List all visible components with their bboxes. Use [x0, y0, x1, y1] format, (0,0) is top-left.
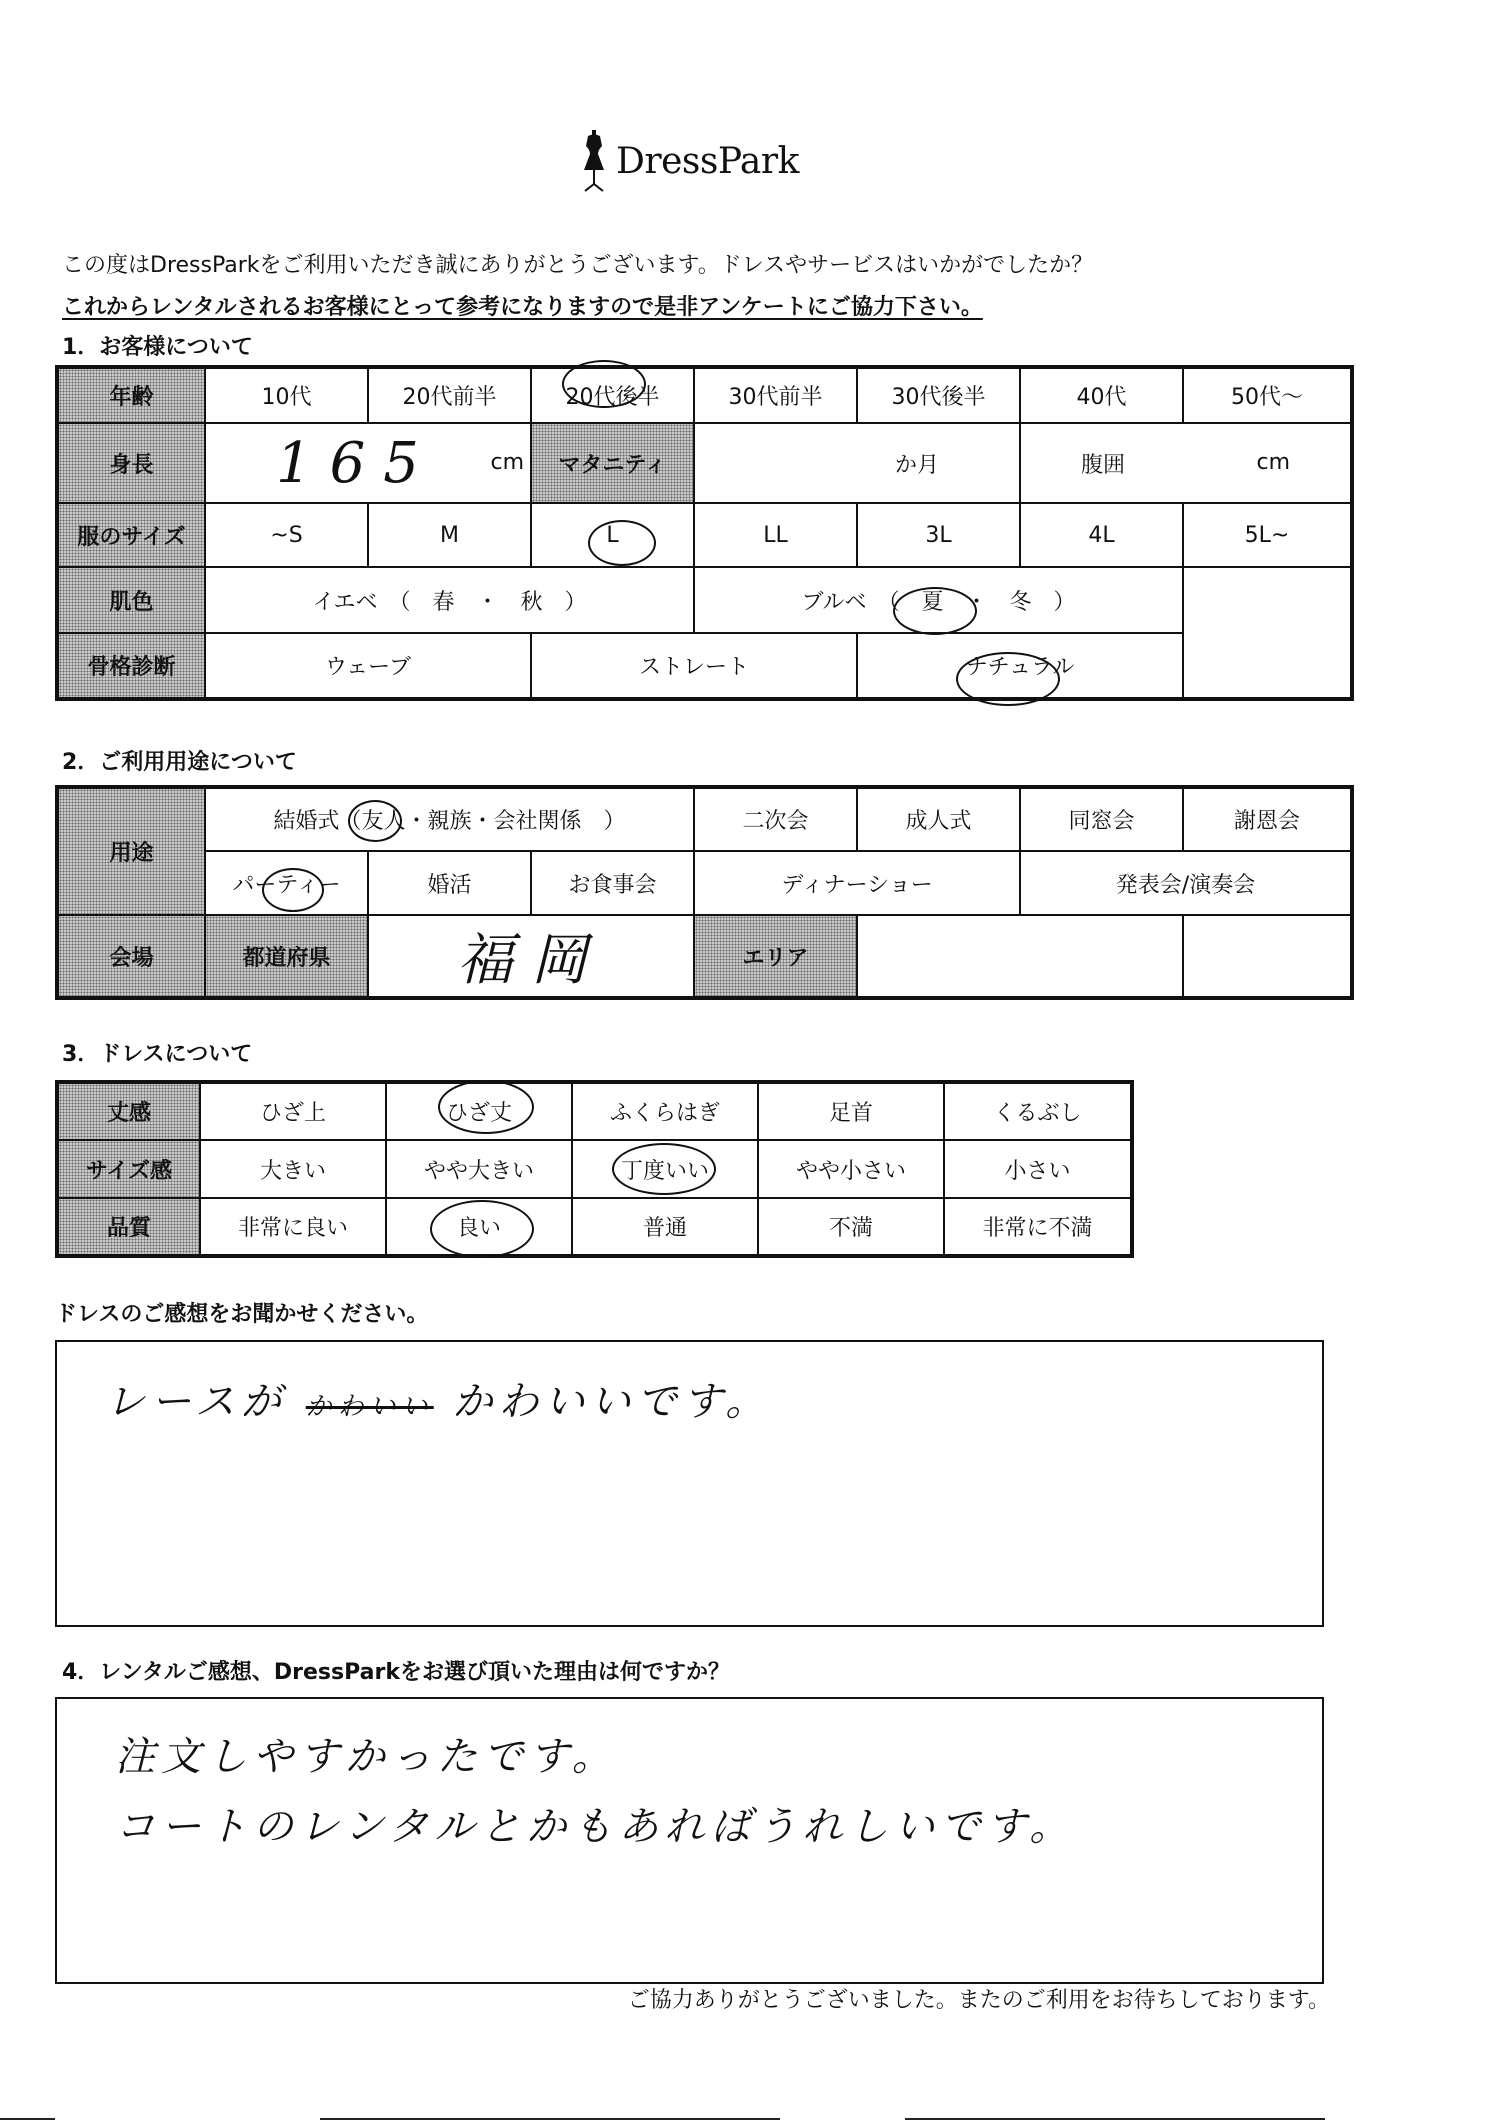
frame-label: 骨格診断 [57, 633, 205, 699]
size-option-s[interactable]: ~S [205, 503, 368, 567]
dress-form-icon [580, 130, 608, 192]
height-unit: cm [490, 450, 524, 475]
length-knee[interactable]: ひざ丈 [386, 1082, 572, 1140]
fit-just-right[interactable]: 丁度いい [572, 1140, 758, 1198]
section3-heading: 3．ドレスについて [62, 1042, 253, 1067]
dress-comment-rest: かわいいです。 [452, 1379, 772, 1425]
brand-wordmark: DressPark [616, 140, 799, 182]
purpose-reunion[interactable]: 同窓会 [1020, 787, 1183, 851]
quality-unsatisfied[interactable]: 不満 [758, 1198, 944, 1256]
fit-label: サイズ感 [57, 1140, 200, 1198]
fit-slightly-large[interactable]: やや大きい [386, 1140, 572, 1198]
purpose-party[interactable]: パーティー [205, 851, 368, 915]
purpose-recital[interactable]: 発表会/演奏会 [1020, 851, 1352, 915]
frame-row [57, 633, 1352, 699]
footer-mark-left [0, 2118, 55, 2120]
dress-table [55, 1080, 1134, 1258]
frame-option-straight[interactable]: ストレート [531, 633, 857, 699]
size-option-m[interactable]: M [368, 503, 531, 567]
age-option-10s[interactable]: 10代 [205, 367, 368, 423]
age-option-early-30s[interactable]: 30代前半 [694, 367, 857, 423]
section4-heading: 4．レンタルご感想、DressParkをお選び頂いた理由は何ですか？ [62, 1660, 730, 1685]
purpose-thank-you-party[interactable]: 謝恩会 [1183, 787, 1352, 851]
length-ankle[interactable]: 足首 [758, 1082, 944, 1140]
height-value: 165 [276, 430, 437, 496]
quality-very-unsatisfied[interactable]: 非常に不満 [944, 1198, 1132, 1256]
size-option-5l[interactable]: 5L~ [1183, 503, 1352, 567]
purpose-dinner-party[interactable]: お食事会 [531, 851, 694, 915]
area-field[interactable] [857, 915, 1183, 998]
height-field[interactable] [205, 423, 531, 503]
age-row [57, 367, 1352, 423]
skin-row [57, 567, 1352, 633]
age-label: 年齢 [57, 367, 205, 423]
purpose-after-party[interactable]: 二次会 [694, 787, 857, 851]
length-row [57, 1082, 1132, 1140]
fit-small[interactable]: 小さい [944, 1140, 1132, 1198]
frame-option-wave[interactable]: ウェーブ [205, 633, 531, 699]
purpose-dinner-show[interactable]: ディナーショー [694, 851, 1020, 915]
purpose-coming-of-age[interactable]: 成人式 [857, 787, 1020, 851]
section1-heading: 1．お客様について [62, 335, 253, 360]
size-option-ll[interactable]: LL [694, 503, 857, 567]
maternity-months-field[interactable] [694, 423, 1020, 503]
length-anklebone[interactable]: くるぶし [944, 1082, 1132, 1140]
quality-row [57, 1198, 1132, 1256]
area-label: エリア [694, 915, 857, 998]
purpose-konkatsu[interactable]: 婚活 [368, 851, 531, 915]
length-above-knee[interactable]: ひざ上 [200, 1082, 386, 1140]
prefecture-field[interactable] [368, 915, 694, 998]
skin-row-spacer [1183, 567, 1352, 633]
intro-line-2: これからレンタルされるお客様にとって参考になりますので是非アンケートにご協力下さい。 [62, 295, 983, 320]
age-option-40s[interactable]: 40代 [1020, 367, 1183, 423]
customer-info-table [55, 365, 1354, 701]
frame-option-natural[interactable]: ナチュラル [857, 633, 1183, 699]
venue-row-spacer [1183, 915, 1352, 998]
age-option-early-20s[interactable]: 20代前半 [368, 367, 531, 423]
size-option-l[interactable]: L [531, 503, 694, 567]
quality-good[interactable]: 良い [386, 1198, 572, 1256]
belly-field[interactable] [1020, 423, 1352, 503]
prefecture-label: 都道府県 [205, 915, 368, 998]
size-option-4l[interactable]: 4L [1020, 503, 1183, 567]
frame-row-spacer [1183, 633, 1352, 699]
purpose-label: 用途 [57, 787, 205, 915]
length-label: 丈感 [57, 1082, 200, 1140]
purpose-wedding[interactable]: 結婚式（友人・親族・会社関係 ） [205, 787, 694, 851]
quality-average[interactable]: 普通 [572, 1198, 758, 1256]
rental-comment-line-2: コートのレンタルとかもあればうれしいです。 [115, 1804, 1076, 1850]
age-option-late-30s[interactable]: 30代後半 [857, 367, 1020, 423]
size-option-3l[interactable]: 3L [857, 503, 1020, 567]
age-option-50s-plus[interactable]: 50代～ [1183, 367, 1352, 423]
footer-mark-center [320, 2118, 780, 2120]
fit-slightly-small[interactable]: やや小さい [758, 1140, 944, 1198]
age-option-late-20s[interactable]: 20代後半 [531, 367, 694, 423]
belly-unit: cm [1256, 450, 1290, 475]
brand-logo [580, 130, 799, 192]
purpose-row-2 [57, 851, 1352, 915]
closing-message: ご協力ありがとうございました。またのご利用をお待ちしております。 [627, 1988, 1330, 2013]
size-label: 服のサイズ [57, 503, 205, 567]
purpose-row-1 [57, 787, 1352, 851]
maternity-months-unit: か月 [894, 452, 939, 478]
rental-comment-line-1: 注文しやすかったです。 [115, 1734, 618, 1780]
skin-yellow-option[interactable]: イエベ （ 春 ・ 秋 ） [205, 567, 694, 633]
belly-label: 腹囲 [1081, 452, 1126, 478]
usage-table [55, 785, 1354, 1000]
dress-comment-prompt: ドレスのご感想をお聞かせください。 [55, 1302, 429, 1327]
dress-comment-struck: かわいい [305, 1392, 434, 1422]
skin-label: 肌色 [57, 567, 205, 633]
dress-comment-text [105, 1370, 771, 1427]
footer-mark-right [905, 2118, 1325, 2120]
quality-label: 品質 [57, 1198, 200, 1256]
dress-comment-prefix: レースが [105, 1379, 287, 1425]
fit-large[interactable]: 大きい [200, 1140, 386, 1198]
intro-line-1: この度はDressParkをご利用いただき誠にありがとうございます。ドレスやサービスはいかがでしたか？ [62, 253, 1094, 278]
skin-blue-option[interactable]: ブルベ （ 夏 ・ 冬 ） [694, 567, 1183, 633]
fit-row [57, 1140, 1132, 1198]
size-row [57, 503, 1352, 567]
length-calf[interactable]: ふくらはぎ [572, 1082, 758, 1140]
section2-heading: 2．ご利用用途について [62, 750, 297, 775]
venue-label: 会場 [57, 915, 205, 998]
height-label: 身長 [57, 423, 205, 503]
height-row [57, 423, 1352, 503]
quality-very-good[interactable]: 非常に良い [200, 1198, 386, 1256]
prefecture-value: 福岡 [457, 928, 605, 993]
maternity-label: マタニティ [531, 423, 694, 503]
venue-row [57, 915, 1352, 998]
